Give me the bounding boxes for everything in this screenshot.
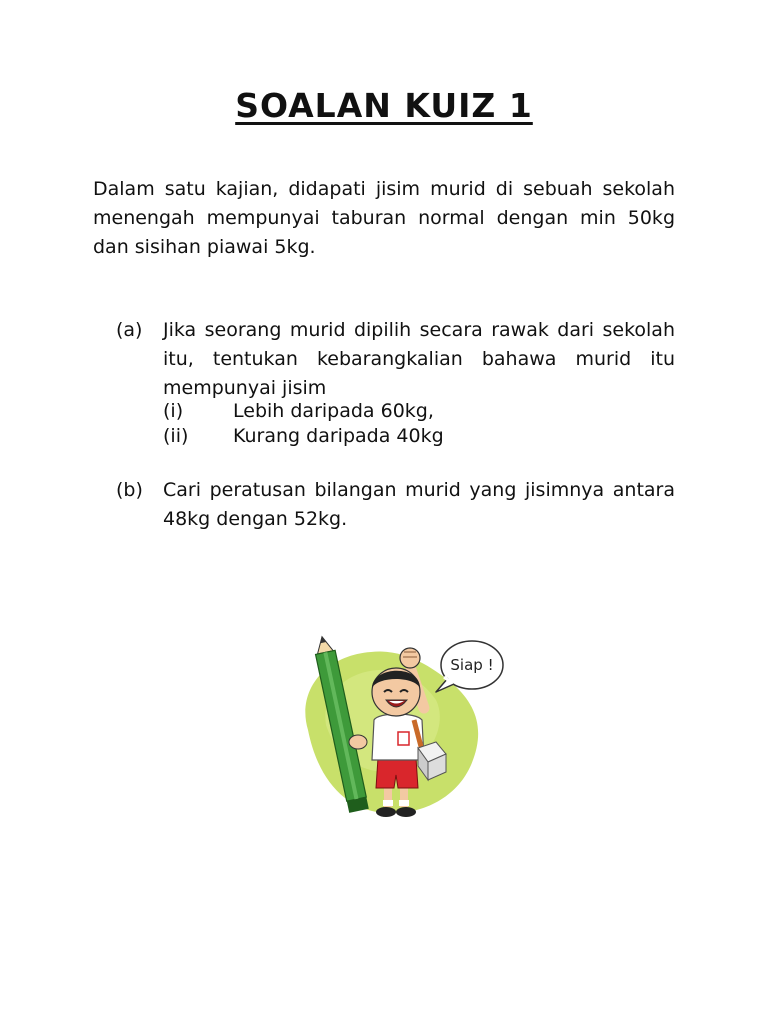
subpart-ii	[163, 424, 675, 449]
speech-bubble-text: Siap !	[450, 656, 494, 674]
subpart-marker: (ii)	[163, 425, 189, 447]
subpart-text: Kurang daripada 40kg	[233, 425, 444, 447]
question-marker: (b)	[116, 479, 143, 501]
subpart-text: Lebih daripada 60kg,	[233, 400, 434, 422]
question-marker: (a)	[116, 319, 143, 341]
question-text: Cari peratusan bilangan murid yang jisimnya antara 48kg dengan 52kg.	[163, 479, 675, 530]
page-title: SOALAN KUIZ 1	[235, 86, 533, 125]
question-a	[116, 316, 675, 449]
question-text: Jika seorang murid dipilih secara rawak dari sekolah itu, tentukan kebarangkalian bahawa murid itu mempunyai jisim	[163, 319, 675, 399]
intro-paragraph: Dalam satu kajian, didapati jisim murid di sebuah sekolah menengah mempunyai taburan normal dengan min 50kg dan sisihan piawai 5kg.	[93, 178, 675, 258]
subpart-list	[163, 399, 675, 449]
subpart-i	[163, 399, 675, 424]
question-b	[116, 476, 675, 534]
speech-bubble	[436, 641, 503, 692]
subpart-marker: (i)	[163, 400, 184, 422]
student-pencil-illustration	[286, 630, 516, 825]
